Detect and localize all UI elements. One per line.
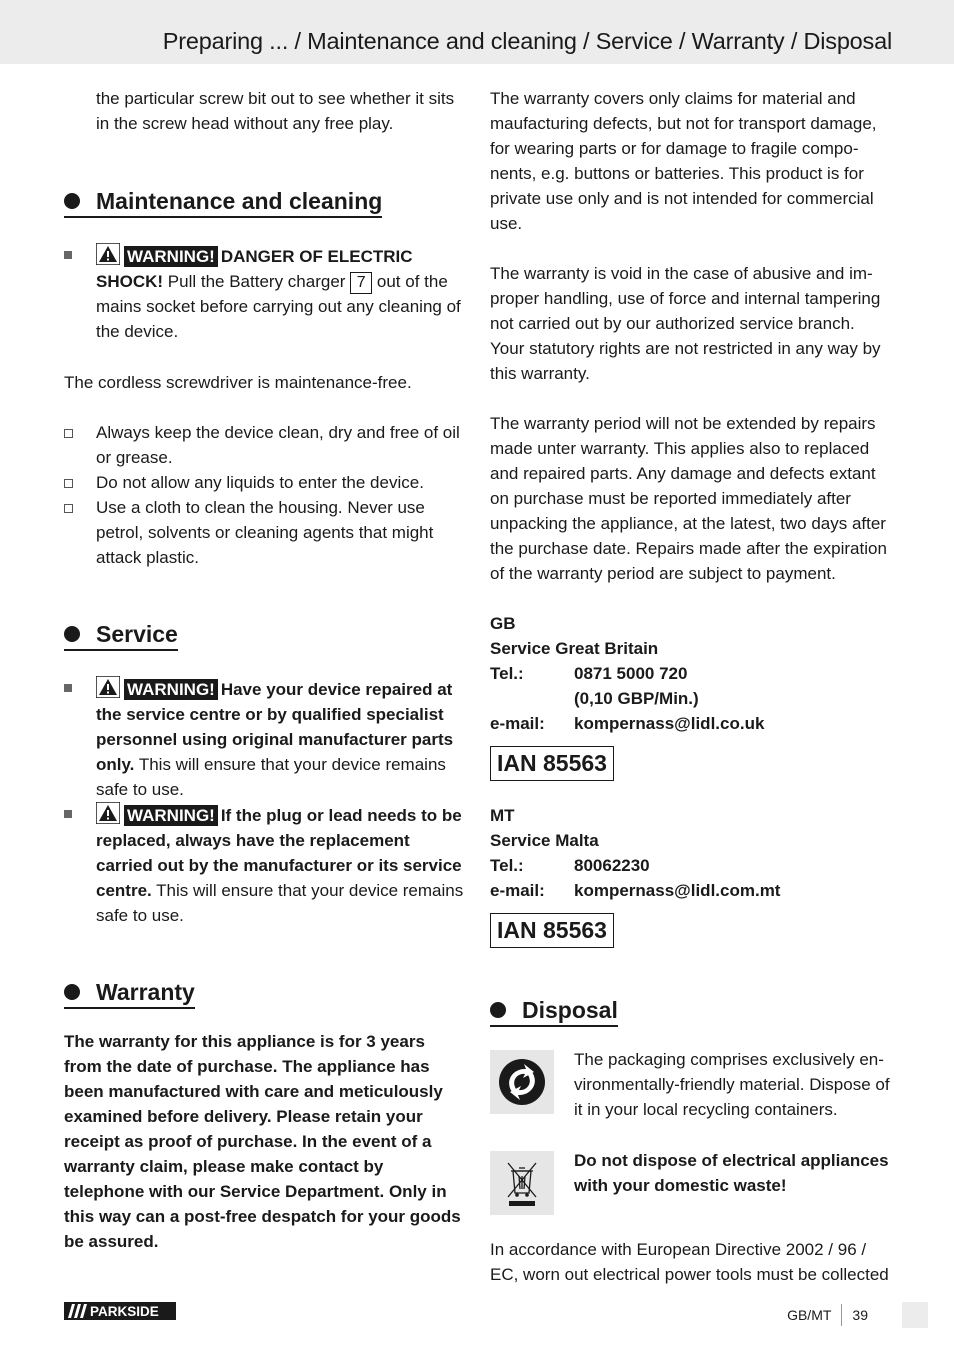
- country-code: MT: [490, 806, 515, 825]
- crossed-bin-icon: [490, 1151, 554, 1215]
- green-dot-recycling-icon: [490, 1050, 554, 1114]
- heading-disposal: Disposal: [490, 995, 618, 1027]
- warning-triangle-icon: [96, 802, 120, 824]
- page-number: 39: [852, 1307, 868, 1323]
- square-bullet-icon: [64, 810, 72, 818]
- parkside-logo: [64, 1302, 176, 1320]
- warranty-coverage-text: The warranty covers only claims for material and maufacturing defects, but not for transport damage, for wearing parts or for damage to fragile components, e.g. buttons or batteries. This product is for private use only and is not intended for commercial use.: [490, 89, 877, 233]
- weee-warning-text: Do not dispose of electrical appliances with your domestic waste!: [574, 1151, 889, 1195]
- maintenance-free-text: The cordless screwdriver is maintenance-free.: [64, 373, 412, 392]
- checkbox-bullet-icon: [64, 504, 73, 513]
- warning-triangle-icon: [96, 243, 120, 265]
- warranty-text: The warranty for this appliance is for 3 years from the date of purchase. The appliance has been manufactured with care and meticulously examined before delivery. Please retain your receipt as proof of purchase. In the event of a warranty claim, please make contact by telephone with our Service Department. Only in this way can a post-free despatch for your goods be assured.: [64, 1032, 461, 1251]
- directive-text: In accordance with European Directive 2002 / 96 / EC, worn out electrical power tools must be collected: [490, 1240, 889, 1284]
- footer-divider: [841, 1304, 842, 1326]
- checkbox-bullet-icon: [64, 429, 73, 438]
- warranty-period-text: The warranty period will not be extended by repairs made unter warranty. This applies also to replaced and repaired parts. Any damage and defects extant on purchase must be reported immediately after unpacking the appliance, at the latest, two days after the purchase date. Repairs made after the expiration of the warranty period are subject to payment.: [490, 414, 887, 583]
- warning-badge: WARNING!: [124, 679, 218, 700]
- list-item: Do not allow any liquids to enter the device.: [64, 470, 464, 495]
- heading-bullet-icon: [64, 984, 80, 1000]
- weee-disposal: [490, 1148, 890, 1212]
- page-footer: [787, 1304, 868, 1326]
- warning-triangle-icon: [96, 676, 120, 698]
- phone-number: 80062230: [574, 856, 650, 875]
- service-name: Service Great Britain: [490, 639, 659, 658]
- intro-text: the particular screw bit out to see whether it sits in the screw head without any free play.: [96, 89, 455, 133]
- heading-bullet-icon: [64, 626, 80, 642]
- maintenance-warning: WARNING! DANGER OF ELECTRIC SHOCK! Pull the Battery charger 7 out of the mains socket before carrying out any cleaning of the device.: [64, 243, 464, 344]
- service-name: Service Malta: [490, 831, 599, 850]
- warning-badge: WARNING!: [124, 805, 218, 826]
- checkbox-bullet-icon: [64, 479, 73, 488]
- heading-bullet-icon: [64, 193, 80, 209]
- page-title: Preparing ... / Maintenance and cleaning / Service / Warranty / Disposal: [162, 28, 892, 54]
- warranty-void-text: The warranty is void in the case of abusive and improper handling, use of force and internal tampering not carried out by our authorized service branch. Your statutory rights are not restricted in any way by this warranty.: [490, 264, 881, 383]
- warning-badge: WARNING!: [124, 246, 218, 267]
- heading-maintenance: Maintenance and cleaning: [64, 186, 382, 218]
- list-item: Use a cloth to clean the housing. Never use petrol, solvents or cleaning agents that might attack plastic.: [64, 495, 464, 570]
- ian-number: IAN 85563: [490, 913, 614, 948]
- email-address: kompernass@lidl.com.mt: [574, 881, 781, 900]
- phone-number: 0871 5000 720: [574, 664, 688, 683]
- service-warning-2: WARNING! If the plug or lead needs to be replaced, always have the replacement carried out by the manufacturer or its service centre. This will ensure that your device remains safe to use.: [64, 802, 464, 928]
- packaging-disposal: [490, 1047, 890, 1122]
- page-header: [0, 0, 954, 64]
- danger-text: DANGER OF ELECTRIC SHOCK!: [96, 247, 413, 291]
- region-label: GB/MT: [787, 1307, 832, 1323]
- left-column: [64, 86, 464, 1254]
- email-address: kompernass@lidl.co.uk: [574, 714, 765, 733]
- part-reference: 7: [350, 272, 372, 294]
- service-contact-gb: GB Service Great Britain Tel.: 0871 5000 720 (0,10 GBP/Min.) e-mail: kompernass@lidl.co.uk IAN 85563: [490, 611, 890, 781]
- service-warning-1: WARNING! Have your device repaired at the service centre or by qualified specialist personnel using original manufacturer parts only. This will ensure that your device remains safe to use.: [64, 676, 464, 802]
- footer-tab: [902, 1302, 928, 1328]
- service-contact-mt: MT Service Malta Tel.: 80062230 e-mail: kompernass@lidl.com.mt IAN 85563: [490, 803, 890, 948]
- heading-bullet-icon: [490, 1002, 506, 1018]
- square-bullet-icon: [64, 251, 72, 259]
- square-bullet-icon: [64, 684, 72, 692]
- packaging-text: The packaging comprises exclusively environmentally-friendly material. Dispose of it in your local recycling containers.: [574, 1050, 890, 1119]
- brand-text: PARKSIDE: [90, 1304, 159, 1319]
- heading-warranty: Warranty: [64, 977, 195, 1009]
- list-item: Always keep the device clean, dry and free of oil or grease.: [64, 420, 464, 470]
- country-code: GB: [490, 614, 516, 633]
- heading-service: Service: [64, 619, 178, 651]
- right-column: [490, 86, 890, 1287]
- phone-rate: (0,10 GBP/Min.): [574, 689, 699, 708]
- ian-number: IAN 85563: [490, 746, 614, 781]
